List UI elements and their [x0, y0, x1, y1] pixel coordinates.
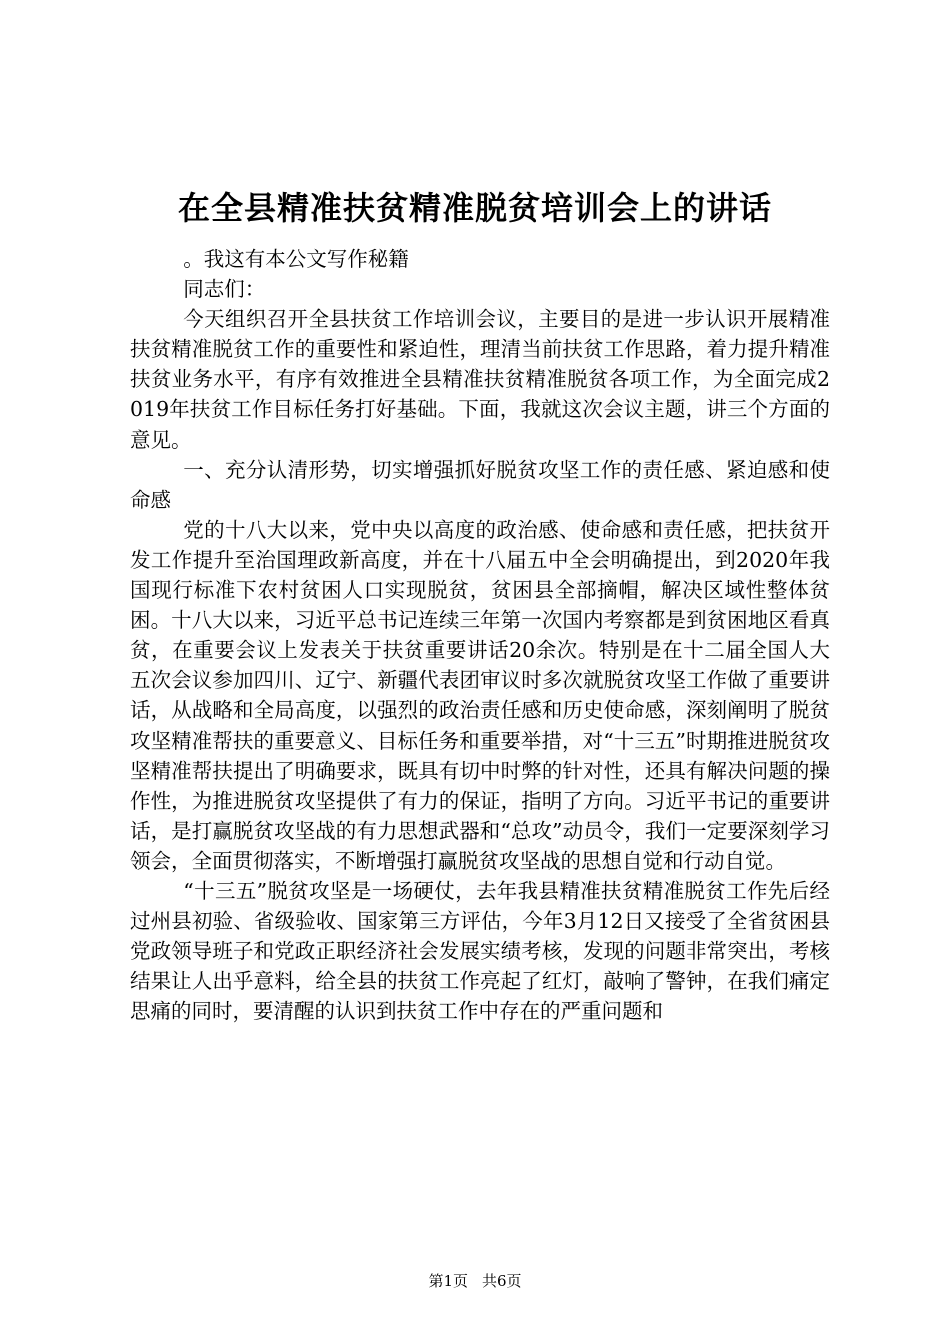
- paragraph-note: 。我这有本公文写作秘籍: [183, 247, 409, 271]
- page-footer: [0, 1271, 950, 1291]
- paragraph-body: 党的十八大以来，党中央以高度的政治感、使命感和责任感，把扶贫开发工作提升至治国理政新高度，并在十八届五中全会明确提出，到2020年我国现行标准下农村贫困人口实现脱贫，贫困县全部摘帽，解决区域性整体贫困。十八大以来，习近平总书记连续三年第一次国内考察都是到贫困地区看真贫，在重要会议上发表关于扶贫重要讲话20余次。特别是在十二届全国人大五次会议参加四川、辽宁、新疆代表团审议时多次就脱贫攻坚工作做了重要讲话，从战略和全局高度，以强烈的政治责任感和历史使命感，深刻阐明了脱贫攻坚精准帮扶的重要意义、目标任务和重要举措，对“十三五”时期推进脱贫攻坚精准帮扶提出了明确要求，既具有切中时弊的针对性，还具有解决问题的操作性，为推进脱贫攻坚提供了有力的保证，指明了方向。习近平书记的重要讲话，是打赢脱贫攻坚战的有力思想武器和“总攻”动员令，我们一定要深刻学习领会，全面贯彻落实，不断增强打赢脱贫攻坚战的思想自觉和行动自觉。: [130, 517, 830, 873]
- paragraph-intro: 今天组织召开全县扶贫工作培训会议，主要目的是进一步认识开展精准扶贫精准脱贫工作的重要性和紧迫性，理清当前扶贫工作思路，着力提升精准扶贫业务水平，有序有效推进全县精准扶贫精准脱贫各项工作，为全面完成2019年扶贫工作目标任务打好基础。下面，我就这次会议主题，讲三个方面的意见。: [130, 307, 830, 452]
- paragraph-body: “十三五”脱贫攻坚是一场硬仗，去年我县精准扶贫精准脱贫工作先后经过州县初验、省级验收、国家第三方评估，今年3月12日又接受了全省贫困县党政领导班子和党政正职经济社会发展实绩考核，发现的问题非常突出，考核结果让人出乎意料，给全县的扶贫工作亮起了红灯，敲响了警钟，在我们痛定思痛的同时，要清醒的认识到扶贫工作中存在的严重问题和: [130, 878, 830, 1024]
- page-number: 第1页: [428, 1272, 468, 1290]
- page-total: 共6页: [482, 1272, 522, 1290]
- paragraph-salutation: 同志们：: [183, 277, 266, 302]
- document-body: [130, 208, 830, 1026]
- section-heading-1: 一、充分认清形势，切实增强抓好脱贫攻坚工作的责任感、紧迫感和使命感: [130, 457, 830, 512]
- document-title: 在全县精准扶贫精准脱贫培训会上的讲话: [177, 189, 772, 227]
